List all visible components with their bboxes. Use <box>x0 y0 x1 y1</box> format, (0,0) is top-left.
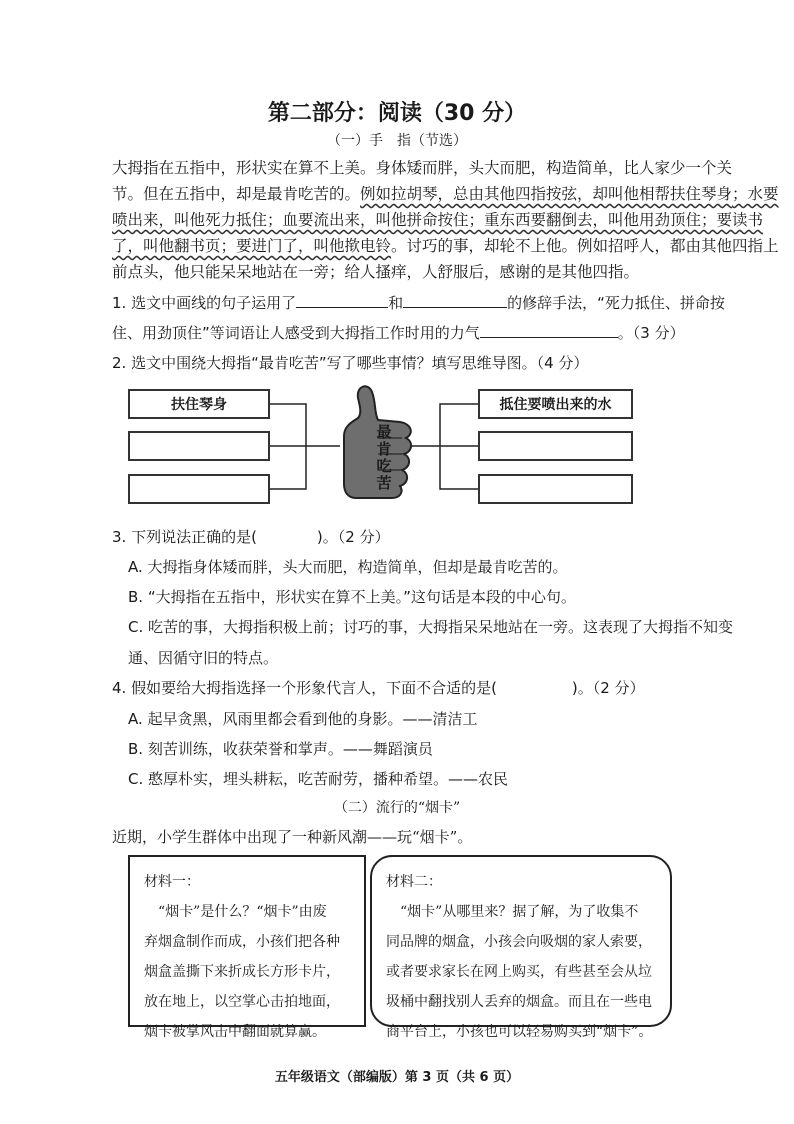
material-2-box <box>370 855 672 1040</box>
q3-option-a[interactable]: A. 大拇指身体矮而胖，头大而肥，构造简单，但却是最肯吃苦的。 <box>128 558 568 576</box>
question-4: 4. 假如要给大拇指选择一个形象代言人，下面不合适的是( )。（2 分） <box>112 679 645 697</box>
mind-map-left-box-3[interactable] <box>128 474 270 504</box>
q4-option-b[interactable]: B. 刻苦训练，收获荣誉和掌声。——舞蹈演员 <box>128 740 433 758</box>
mind-map-right-box-1: 抵住要喷出来的水 <box>478 389 633 419</box>
page-footer: 五年级语文（部编版）第 3 页（共 6 页） <box>274 1070 520 1085</box>
center-char: 苦 <box>376 474 392 492</box>
material-1-line: 弃烟盒制作而成，小孩们把各种 <box>144 934 340 950</box>
material-1-line: 烟盒盖撕下来折成长方形卡片， <box>144 964 340 980</box>
material-1-label: 材料一： <box>144 874 200 890</box>
material-2-line: 商平台上，小孩也可以轻易购买到“烟卡”。 <box>386 1024 653 1040</box>
underlined-sentence: 了，叫他翻书页；要进门了，叫他揿电铃 <box>112 237 392 255</box>
thumb-center-label <box>372 424 396 492</box>
section2-title: （二）流行的“烟卡” <box>333 800 461 816</box>
material-1-line: “烟卡”是什么？“烟卡”由废 <box>158 904 327 920</box>
q4-option-a[interactable]: A. 起早贪黑，风雨里都会看到他的身影。——清洁工 <box>128 710 478 728</box>
q3-option-c-cont: 通、因循守旧的特点。 <box>128 649 279 667</box>
q3-option-c[interactable]: C. 吃苦的事，大拇指积极上前；讨巧的事，大拇指呆呆地站在一旁。这表现了大拇指不知变 <box>128 618 734 636</box>
q1-text: 的修辞手法，“死力抵住、拼命按 <box>507 294 725 312</box>
material-2-line: 同品牌的烟盒，小孩会向吸烟的家人索要， <box>386 934 652 950</box>
q1-text: 和 <box>388 294 404 312</box>
passage-line-1: 大拇指在五指中，形状实在算不上美。身体矮而胖，头大而肥，构造简单，比人家少一个关 <box>112 159 733 177</box>
passage-text: 节。但在五指中，却是最肯吃苦的。 <box>112 185 361 203</box>
passage-text: 。讨巧的事，却轮不上他。例如招呼人，都由其他四指上 <box>391 237 779 255</box>
q1-text: 住、用劲顶住”等词语让人感受到大拇指工作时用的力气 <box>112 324 480 342</box>
material-2-label: 材料二： <box>386 874 442 890</box>
passage-line-5: 前点头，他只能呆呆地站在一旁；给人搔痒，人舒服后，感谢的是其他四指。 <box>112 263 640 281</box>
section2-intro: 近期，小学生群体中出现了一种新风潮——玩“烟卡”。 <box>112 828 473 846</box>
mind-map-right-box-3[interactable] <box>478 474 633 504</box>
material-2-line: 圾桶中翻找别人丢弃的烟盒。而且在一些电 <box>386 994 652 1010</box>
part-title: 第二部分：阅读（30 分） <box>267 101 527 126</box>
passage-line-3: 喷出来，叫他死力抵住；血要流出来，叫他拼命按住；重东西要翻倒去，叫他用劲顶住；要读书 <box>112 211 764 229</box>
material-1-line: 烟卡被掌风击中翻面就算赢。 <box>144 1024 326 1040</box>
question-3: 3. 下列说法正确的是( )。（2 分） <box>112 528 390 546</box>
mind-map-left-box-2[interactable] <box>128 431 270 461</box>
underlined-sentence: 例如拉胡琴，总由其他四指按弦，却叫他相帮扶住琴身 <box>360 185 733 203</box>
center-char: 最 <box>376 423 392 441</box>
material-2-line: “烟卡”从哪里来？据了解，为了收集不 <box>400 904 639 920</box>
mind-map-left-box-1: 扶住琴身 <box>128 389 270 419</box>
material-1-box <box>128 855 366 1040</box>
center-char: 肯 <box>376 440 392 458</box>
section1-title: （一）手 指（节选） <box>327 133 467 149</box>
underlined-sentence: ；水要 <box>732 185 779 203</box>
q1-text: 。（3 分） <box>617 324 685 342</box>
material-1-line: 放在地上，以空掌心击拍地面， <box>144 994 340 1010</box>
q3-option-b[interactable]: B. “大拇指在五指中，形状实在算不上美。”这句话是本段的中心句。 <box>128 588 576 606</box>
center-char: 吃 <box>376 457 392 475</box>
q1-text: 1. 选文中画线的句子运用了 <box>112 294 297 312</box>
material-2-line: 或者要求家长在网上购买，有些甚至会从垃 <box>386 964 652 980</box>
mind-map-right-box-2[interactable] <box>478 431 633 461</box>
question-2: 2. 选文中围绕大拇指“最肯吃苦”写了哪些事情？填写思维导图。（4 分） <box>112 354 589 372</box>
q4-option-c[interactable]: C. 憨厚朴实，埋头耕耘，吃苦耐劳，播种希望。——农民 <box>128 770 509 788</box>
